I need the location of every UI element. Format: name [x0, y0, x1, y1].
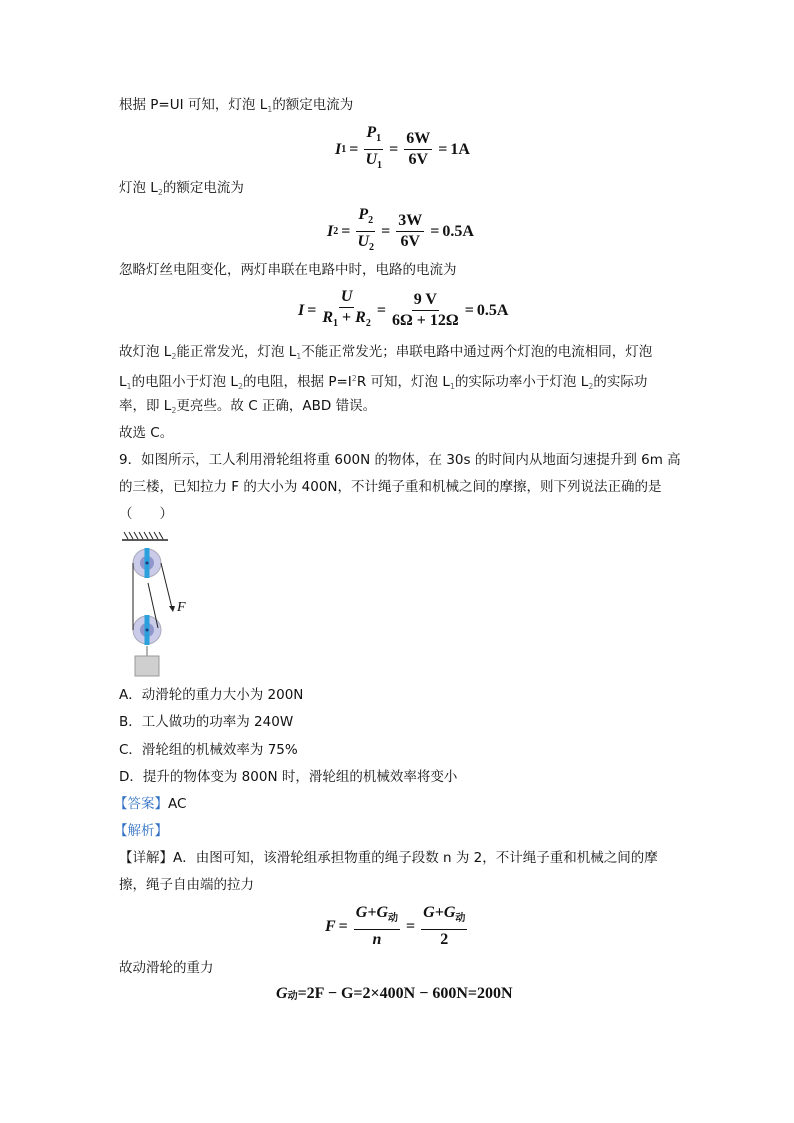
fraction: [354, 904, 400, 949]
eq-symbol: P: [366, 124, 377, 141]
text-line: 故选 C。: [119, 425, 174, 441]
text-line: [119, 96, 353, 119]
subscript: 2: [237, 382, 244, 391]
eq-den: 6V: [400, 233, 421, 250]
eq-symbol: G: [276, 985, 288, 1002]
eq-op: =: [307, 301, 317, 319]
eq-sub: 1: [341, 144, 347, 155]
eq-symbol: U: [340, 288, 353, 305]
equation-g: [276, 985, 513, 1003]
text: 灯泡 L: [119, 180, 158, 196]
eq-sub: 1: [333, 318, 339, 329]
eq-symbol: G+G: [423, 904, 456, 921]
eq-symbol: R: [322, 309, 334, 326]
eq-symbol: I: [298, 301, 305, 319]
fraction: [396, 212, 424, 251]
eq-op: =: [406, 917, 416, 935]
eq-op: =: [341, 222, 351, 240]
text: 的额定电流为: [162, 180, 244, 196]
text: 的实际功率小于灯泡 L: [454, 374, 589, 390]
text: 的电阻小于灯泡 L: [131, 374, 238, 390]
eq-result: 0.5A: [442, 222, 474, 240]
subscript: 2: [588, 382, 594, 391]
detail-label: 【详解】: [119, 850, 173, 866]
eq-op: =: [376, 301, 386, 319]
option-b: B．工人做功的功率为 240W: [119, 714, 294, 730]
text: 的电阻，根据 P=I: [243, 374, 352, 390]
equation-i1: [335, 124, 470, 175]
fraction: [364, 124, 383, 175]
fraction: [404, 130, 432, 169]
question-blank: （ ）: [119, 506, 173, 522]
analysis-label: 【解析】: [114, 823, 168, 839]
text: R 可知，灯泡 L: [356, 374, 450, 390]
text-line: [119, 179, 244, 202]
option-a: A．动滑轮的重力大小为 200N: [119, 687, 304, 703]
text: L: [119, 374, 127, 390]
eq-op: +: [342, 309, 352, 326]
eq-num: 3W: [396, 212, 424, 232]
subscript: 1: [296, 352, 302, 361]
eq-sub: 动: [287, 990, 298, 1002]
subscript: 1: [126, 382, 132, 391]
text: 的额定电流为: [272, 97, 354, 113]
subscript: 2: [171, 352, 177, 361]
question-text: 9．如图所示，工人利用滑轮组将重 600N 的物体，在 30s 的时间内从地面匀速提升到 6m 高: [119, 452, 681, 468]
text: 更亮些。故 C 正确，ABD 错误。: [176, 398, 377, 414]
eq-sub: 1: [376, 133, 382, 144]
text-line: 擦，绳子自由端的拉力: [119, 877, 254, 893]
fraction: [421, 904, 467, 949]
fraction: [356, 206, 375, 257]
text: 根据 P=UI 可知，灯泡 L: [119, 97, 268, 113]
subscript: 1: [267, 105, 273, 114]
text: 不能正常发光；串联电路中通过两个灯泡的电流相同，灯泡: [301, 344, 653, 360]
eq-symbol: U: [357, 233, 370, 250]
text: A．由图可知，该滑轮组承担物重的绳子段数 n 为 2，不计绳子重和机械之间的摩: [173, 850, 658, 866]
eq-den: 6V: [408, 151, 429, 168]
eq-op: =: [338, 917, 348, 935]
option-d: D．提升的物体变为 800N 时，滑轮组的机械效率将变小: [119, 769, 458, 785]
eq-sub: 2: [365, 318, 371, 329]
eq-sub: 2: [333, 226, 339, 237]
eq-symbol: F: [325, 917, 336, 935]
text: 能正常发光，灯泡 L: [176, 344, 297, 360]
eq-num: 6W: [404, 130, 432, 150]
fraction: [392, 291, 459, 330]
eq-symbol: R: [355, 309, 366, 326]
equation-f: [325, 904, 470, 949]
pulley-figure: [120, 528, 200, 678]
equation-i2: [327, 206, 474, 257]
eq-op: =: [349, 140, 359, 158]
eq-op: =: [430, 222, 440, 240]
eq-symbol: n: [372, 931, 382, 948]
answer-value: AC: [168, 796, 187, 812]
text: 故灯泡 L: [119, 344, 172, 360]
answer-line: [114, 795, 186, 813]
pulley-diagram: [120, 528, 200, 678]
text-line: [119, 343, 652, 366]
text: 的实际功: [593, 374, 648, 390]
text-line: 故动滑轮的重力: [119, 960, 214, 976]
subscript: 2: [157, 188, 163, 197]
eq-den: 2: [440, 931, 449, 948]
subscript: 1: [449, 382, 455, 391]
eq-symbol: U: [365, 151, 378, 168]
force-label: F: [177, 600, 186, 615]
text-line: [119, 370, 647, 396]
equation-i: [298, 288, 508, 333]
eq-symbol: P: [358, 206, 369, 223]
superscript: 2: [351, 374, 357, 383]
text-line: 忽略灯丝电阻变化，两灯串联在电路中时，电路的电流为: [119, 262, 457, 278]
eq-rhs: =2F − G=2×400N − 600N=200N: [297, 985, 513, 1002]
eq-sub: 1: [377, 160, 383, 171]
eq-op: =: [381, 222, 391, 240]
eq-sub: 2: [368, 215, 374, 226]
eq-symbol: I: [335, 140, 342, 158]
eq-result: 1A: [450, 140, 470, 158]
fraction: [322, 288, 370, 333]
eq-sub: 动: [388, 913, 399, 924]
eq-sub: 2: [369, 242, 375, 253]
eq-num: 9 V: [412, 291, 439, 311]
text: 率，即 L: [119, 398, 172, 414]
answer-label: 【答案】: [114, 796, 168, 812]
option-c: C．滑轮组的机械效率为 75%: [119, 742, 298, 758]
eq-den: 6Ω + 12Ω: [391, 312, 459, 329]
eq-result: 0.5A: [476, 301, 509, 319]
eq-op: =: [438, 140, 448, 158]
eq-symbol: G+G: [355, 904, 389, 921]
eq-op: =: [389, 140, 399, 158]
text-line: [119, 397, 376, 420]
subscript: 2: [171, 406, 177, 415]
eq-symbol: I: [327, 222, 334, 240]
eq-op: =: [464, 301, 474, 319]
question-text: 的三楼，已知拉力 F 的大小为 400N，不计绳子重和机械之间的摩擦，则下列说法正确的是: [119, 479, 662, 495]
detail-line: [119, 849, 658, 867]
eq-sub: 动: [455, 913, 466, 924]
